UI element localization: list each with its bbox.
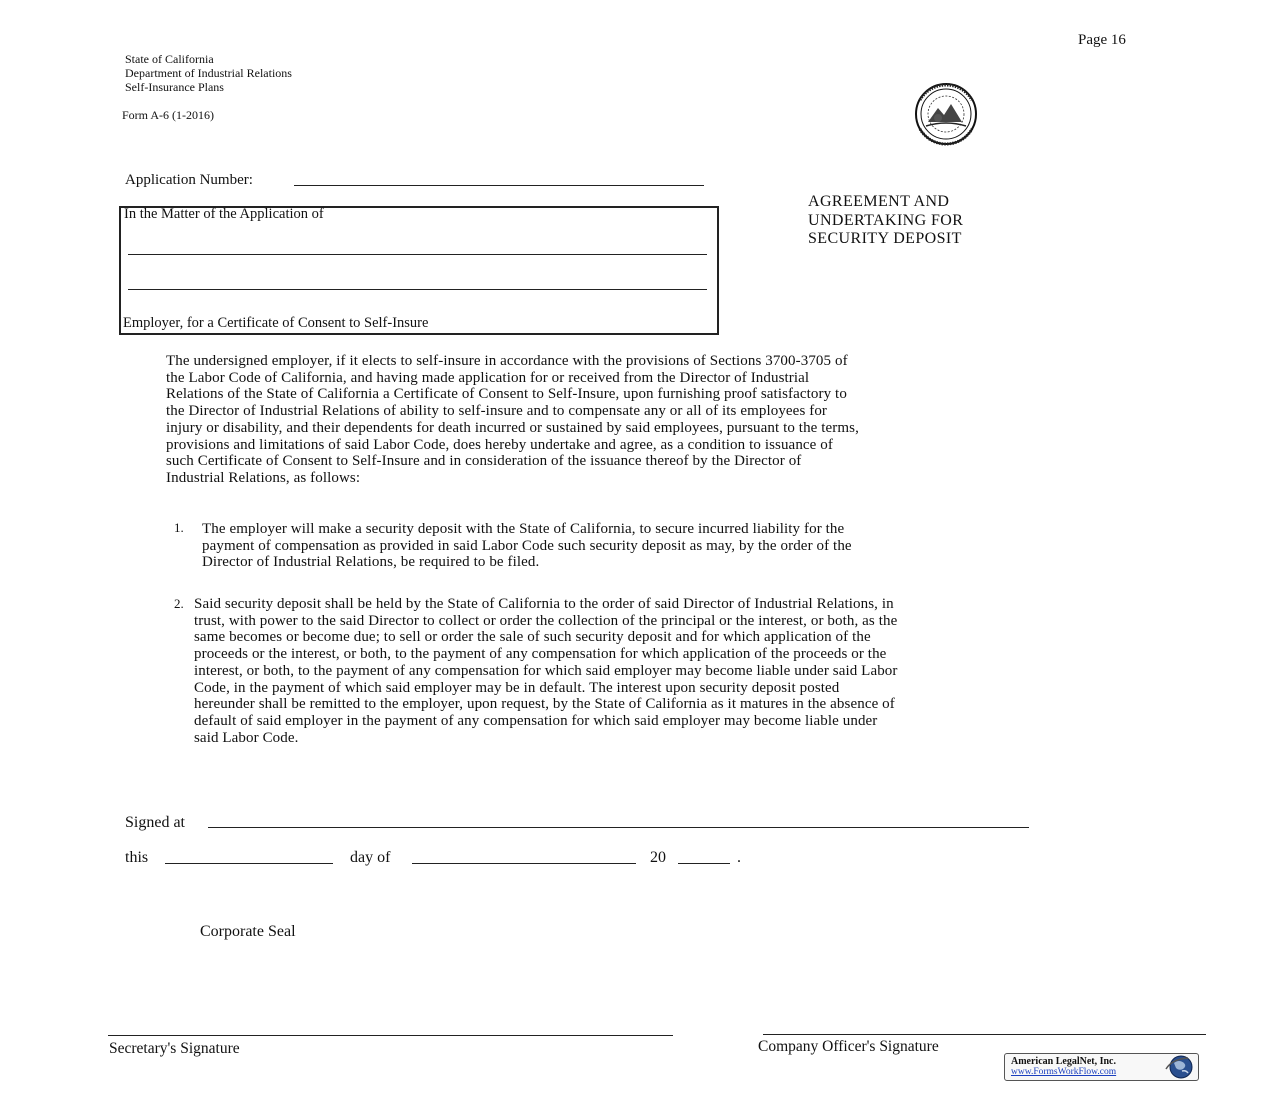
document-title bbox=[808, 193, 963, 249]
intro-line: the Director of Industrial Relations of ability to self-insure and to compensate any or all of its employees for bbox=[166, 403, 828, 420]
intro-line: Industrial Relations, as follows: bbox=[166, 469, 361, 486]
date-period: . bbox=[737, 849, 741, 866]
item-1-line: payment of compensation as provided in said Labor Code such security deposit as may, by the order of the bbox=[202, 537, 852, 554]
signed-at-field[interactable] bbox=[208, 827, 1029, 828]
application-number-field[interactable] bbox=[294, 185, 704, 186]
intro-line: Relations of the State of California a Certificate of Consent to Self-Insure, upon furnishing proof satisfactory to bbox=[166, 386, 847, 403]
year-prefix: 20 bbox=[650, 849, 666, 866]
intro-line: provisions and limitations of said Labor Code, does hereby undertake and agree, as a condition to issuance of bbox=[166, 436, 833, 453]
secretary-signature-label: Secretary's Signature bbox=[109, 1040, 240, 1057]
secretary-signature-line[interactable] bbox=[108, 1035, 673, 1036]
california-state-seal-icon bbox=[898, 82, 994, 146]
item-1-line: Director of Industrial Relations, be required to be filed. bbox=[202, 554, 540, 571]
item-1-text bbox=[202, 521, 852, 571]
title-line-1: AGREEMENT AND bbox=[808, 193, 950, 210]
item-2-line: default of said employer in the payment of any compensation for which said employer may become liable under bbox=[194, 712, 878, 729]
day-of-label: day of bbox=[350, 849, 391, 866]
intro-line: such Certificate of Consent to Self-Insure and in consideration of the issuance thereof by the Director of bbox=[166, 453, 802, 470]
officer-signature-label: Company Officer's Signature bbox=[758, 1038, 939, 1055]
this-label: this bbox=[125, 849, 149, 866]
matter-heading: In the Matter of the Application of bbox=[124, 206, 324, 222]
intro-line: injury or disability, and their dependents for death incurred or sustained by said employees, pursuant to the terms, bbox=[166, 419, 859, 436]
item-2-line: hereunder shall be remitted to the employer, upon request, by the State of California as it matures in the absence of bbox=[194, 696, 895, 713]
item-1-line: The employer will make a security deposit with the State of California, to secure incurred liability for the bbox=[202, 521, 845, 537]
item-2-line: Code, in the payment of which said employer may be in default. The interest upon security deposit posted bbox=[194, 679, 840, 696]
page-number: Page 16 bbox=[1078, 32, 1126, 48]
title-line-3: SECURITY DEPOSIT bbox=[808, 230, 962, 247]
signed-at-label: Signed at bbox=[125, 814, 185, 831]
corporate-seal-label: Corporate Seal bbox=[200, 923, 296, 940]
item-2-line: said Labor Code. bbox=[194, 729, 299, 746]
item-2-line: same becomes or become due; to sell or order the sale of such security deposit and for which application of the bbox=[194, 629, 871, 646]
logo-url[interactable]: www.FormsWorkFlow.com bbox=[1011, 1067, 1117, 1077]
forms-workflow-logo[interactable] bbox=[1004, 1053, 1199, 1081]
matter-footer: Employer, for a Certificate of Consent to Self-Insure bbox=[123, 315, 429, 331]
title-line-2: UNDERTAKING FOR bbox=[808, 211, 964, 229]
item-2-line: trust, with power to the said Director to collect or order the collection of the principal or the interest, or both, as the bbox=[194, 612, 898, 629]
applicant-name-line-2[interactable] bbox=[128, 289, 707, 290]
item-2-line: interest, or both, to the payment of any compensation for which said employer may become liable under said Labor bbox=[194, 662, 898, 679]
item-2-number: 2. bbox=[174, 596, 184, 611]
form-id: Form A-6 (1-2016) bbox=[122, 108, 214, 122]
year-field[interactable] bbox=[678, 863, 730, 864]
item-2-line: Said security deposit shall be held by the State of California to the order of said Director of Industrial Relations, in bbox=[194, 596, 894, 612]
application-number-label: Application Number: bbox=[125, 172, 253, 188]
header-program: Self-Insurance Plans bbox=[125, 80, 224, 94]
header-department: Department of Industrial Relations bbox=[125, 66, 292, 80]
item-1-number: 1. bbox=[174, 520, 184, 535]
item-2-text bbox=[194, 596, 898, 746]
header-state: State of California bbox=[125, 52, 214, 66]
item-2-line: proceeds or the interest, or both, to the payment of any compensation for which application of the proceeds or the bbox=[194, 646, 887, 663]
officer-signature-line[interactable] bbox=[763, 1034, 1206, 1035]
day-field[interactable] bbox=[165, 863, 333, 864]
applicant-name-line-1[interactable] bbox=[128, 254, 707, 255]
month-field[interactable] bbox=[412, 863, 636, 864]
intro-line: the Labor Code of California, and having made application for or received from the Director of Industrial bbox=[166, 369, 810, 386]
intro-paragraph bbox=[166, 353, 859, 487]
globe-icon bbox=[1162, 1055, 1196, 1079]
intro-line: The undersigned employer, if it elects to self-insure in accordance with the provisions of Sections 3700-3705 of bbox=[166, 353, 848, 369]
logo-company: American LegalNet, Inc. bbox=[1011, 1056, 1116, 1067]
